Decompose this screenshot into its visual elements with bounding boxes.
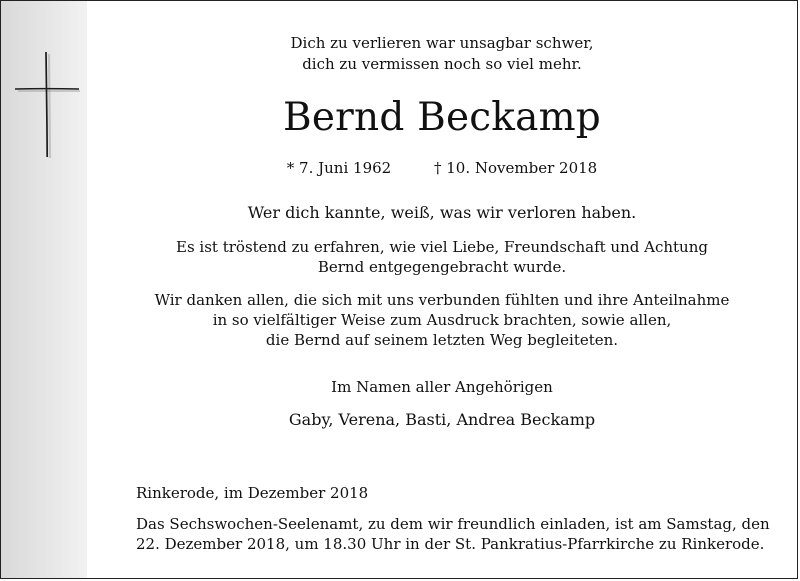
paragraph-line: Bernd entgegengebracht wurde. — [317, 258, 567, 276]
motto-line: Dich zu verlieren war unsagbar schwer, — [290, 34, 594, 52]
motto-line: dich zu vermissen noch so viel mehr. — [302, 55, 582, 73]
paragraph-line: die Bernd auf seinem letzten Weg begleiteten. — [265, 331, 619, 349]
memorial-quote: Wer dich kannte, weiß, was wir verloren haben. — [247, 203, 637, 222]
paragraph-line: in so vielfältiger Weise zum Ausdruck brachten, sowie allen, — [212, 311, 672, 329]
gratitude-paragraph-2 — [87, 290, 797, 350]
paragraph-line: Es ist tröstend zu erfahren, wie viel Liebe, Freundschaft und Achtung — [176, 238, 708, 256]
gratitude-paragraph-1 — [87, 237, 797, 277]
service-information — [136, 514, 779, 554]
birth-date: * 7. Juni 1962 — [286, 159, 392, 177]
paragraph-line: Wir danken allen, die sich mit uns verbunden fühlten und ihre Anteilnahme — [154, 291, 730, 309]
family-names: Gaby, Verena, Basti, Andrea Beckamp — [288, 410, 596, 429]
death-date: † 10. November 2018 — [433, 159, 598, 177]
place-date: Rinkerode, im Dezember 2018 — [136, 484, 369, 502]
signoff: Im Namen aller Angehörigen — [331, 378, 553, 396]
notice-content — [87, 1, 797, 578]
deceased-name: Bernd Beckamp — [283, 95, 601, 140]
service-line: Das Sechswochen-Seelenamt, zu dem wir freundlich einladen, ist am Samstag, den — [136, 515, 770, 533]
motto — [87, 33, 797, 75]
cross-icon — [13, 49, 81, 161]
side-panel — [1, 1, 87, 578]
service-line: 22. Dezember 2018, um 18.30 Uhr in der St. Pankratius-Pfarrkirche zu Rinkerode. — [136, 535, 765, 553]
life-dates — [87, 157, 797, 179]
